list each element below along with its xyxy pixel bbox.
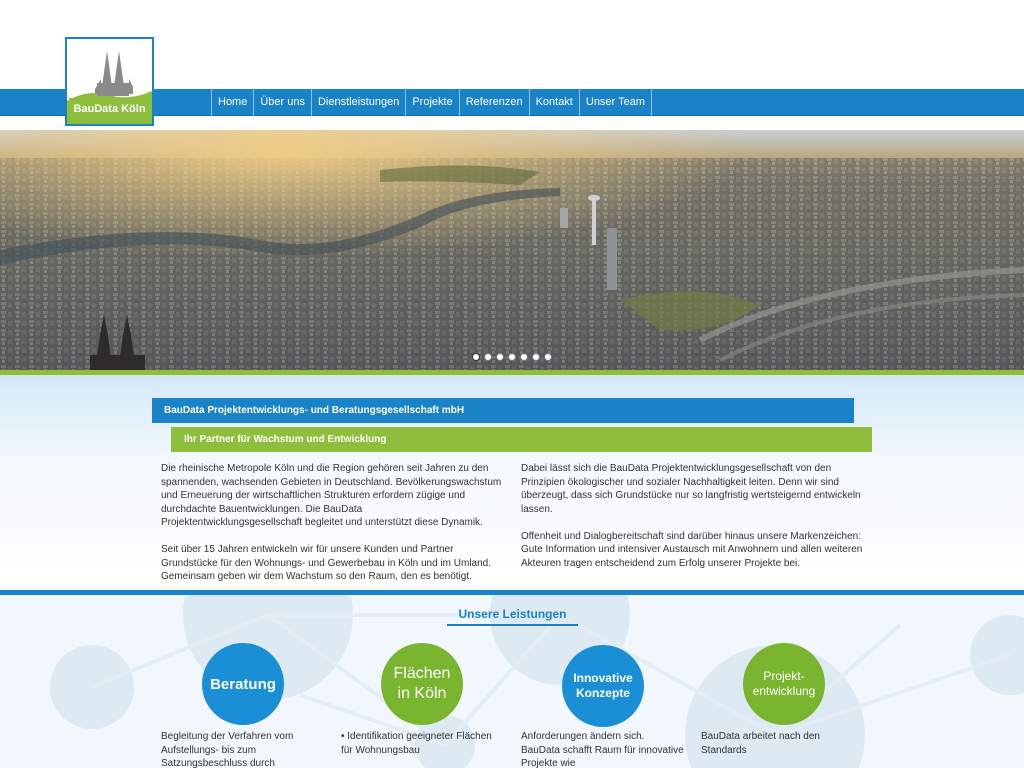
service-text-konzepte: Anforderungen ändern sich. BauData schafft Raum für innovative Projekte wie — [521, 731, 684, 768]
intro-paragraph: Die rheinische Metropole Köln und die Region gehören seit Jahren zu den spannenden, wachsenden Gebieten in Deutschland. Bevölkerungswachstum und Erneuerung der wirtschaftlichen Strukturen erfordern zügige und durchdachte Bauentwicklungen. Die BauData Projektentwicklungsgesellschaft begleitet und unterstützt diese Dynamik. — [161, 463, 502, 528]
logo-text: BauData Köln — [69, 98, 150, 120]
intro-paragraph: Offenheit und Dialogbereitschaft sind darüber hinaus unsere Markenzeichen: Gute Information und intensiver Austausch mit Anwohnern und allen weiteren Akteuren tragen entscheidend zum Erfolg unserer Projekte bei. — [521, 530, 863, 569]
main-nav — [211, 89, 652, 116]
nav-dienstleistungen[interactable]: Dienstleistungen — [311, 89, 405, 116]
slider-dot[interactable] — [532, 353, 540, 361]
service-circle-label: Beratung — [210, 675, 276, 693]
slider-dot[interactable] — [484, 353, 492, 361]
company-subtitle: Ihr Partner für Wachstum und Entwicklung — [171, 427, 872, 452]
slider-dot[interactable] — [544, 353, 552, 361]
slider-dot[interactable] — [496, 353, 504, 361]
slider-dot[interactable] — [520, 353, 528, 361]
service-circle-label: Projekt- entwicklung — [752, 669, 816, 698]
intro-paragraph: Seit über 15 Jahren entwickeln wir für unsere Kunden und Partner Grundstücke für den Wohnungs- und Gewerbebau in Köln und im Umland. Gemeinsam geben wir dem Wachstum so den Raum, den es benötigt. — [161, 544, 492, 582]
cologne-aerial-image — [0, 130, 1024, 370]
nav-referenzen[interactable]: Referenzen — [459, 89, 529, 116]
slider-dot[interactable] — [508, 353, 516, 361]
nav-kontakt[interactable]: Kontakt — [529, 89, 579, 116]
slider-dots — [472, 353, 552, 361]
service-circle-projektentwicklung[interactable] — [743, 643, 825, 725]
hero-slider — [0, 130, 1024, 370]
nav-unser-team[interactable]: Unser Team — [579, 89, 652, 116]
nav-home[interactable]: Home — [211, 89, 253, 116]
nav-projekte[interactable]: Projekte — [405, 89, 458, 116]
service-text-projektentwicklung: BauData arbeitet nach den Standards — [701, 731, 820, 756]
company-title: BauData Projektentwicklungs- und Beratungsgesellschaft mbH — [152, 398, 854, 423]
service-circle-label: Flächen in Köln — [393, 665, 451, 702]
service-circle-label: Innovative Konzepte — [573, 671, 633, 700]
service-circle-flaechen[interactable] — [381, 643, 463, 725]
intro-column-right — [521, 462, 866, 584]
intro-paragraph: Dabei lässt sich die BauData Projektentwicklungsgesellschaft von den Prinzipien ökologischer und sozialer Nachhaltigkeit leiten. Denn wir sind überzeugt, dass sich Grundstücke nur so langfristig wertsteigernd entwickeln lassen. — [521, 463, 861, 515]
service-text-flaechen: • Identifikation geeigneter Flächen für Wohnungsbau — [341, 731, 492, 756]
slider-dot[interactable] — [472, 353, 480, 361]
service-circle-konzepte[interactable] — [562, 645, 644, 727]
service-circle-beratung[interactable] — [202, 643, 284, 725]
services-heading: Unsere Leistungen — [447, 607, 578, 626]
nav-ueber-uns[interactable]: Über uns — [253, 89, 311, 116]
service-text-beratung: Begleitung der Verfahren vom Aufstellungs- bis zum Satzungsbeschluss durch — [161, 731, 294, 768]
intro-column-left — [161, 462, 506, 597]
site-logo[interactable] — [65, 37, 154, 126]
